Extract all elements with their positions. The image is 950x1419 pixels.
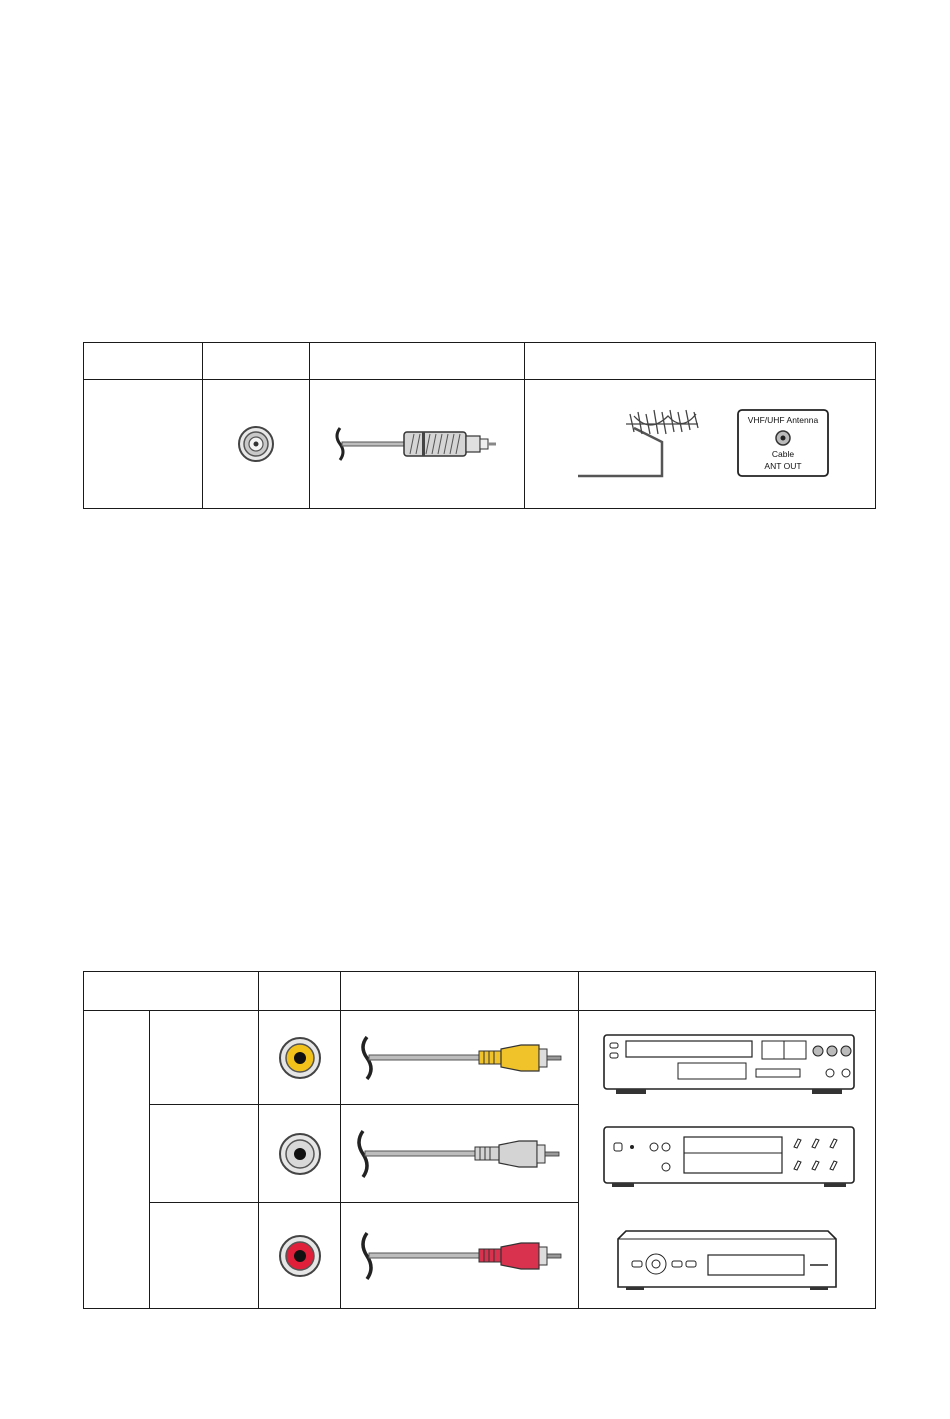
header-cell — [84, 972, 259, 1011]
label-cell — [149, 1011, 259, 1105]
header-cell — [259, 972, 341, 1011]
group-label-cell — [84, 1011, 150, 1309]
dvd-player-icon — [604, 1127, 854, 1187]
set-top-box-icon — [618, 1231, 836, 1290]
cable-cell — [341, 1011, 579, 1105]
jack-cell — [202, 380, 310, 509]
table-row — [84, 380, 876, 509]
device-cell — [579, 1011, 876, 1309]
label-cell — [84, 380, 203, 509]
audio-left-jack-icon — [277, 1131, 323, 1177]
jack-cell — [259, 1203, 341, 1309]
table-header-row — [84, 343, 876, 380]
jack-cell — [259, 1105, 341, 1203]
cable-cell — [341, 1203, 579, 1309]
outlet-line2: Cable — [771, 449, 795, 459]
device-cell — [525, 380, 876, 509]
av-connection-table — [83, 971, 876, 1309]
antenna-connection-table — [83, 342, 876, 509]
header-cell — [525, 343, 876, 380]
label-cell — [149, 1105, 259, 1203]
video-rca-cable-icon — [353, 1033, 567, 1083]
cable-cell — [310, 380, 525, 509]
outlet-line3: ANT OUT — [764, 461, 802, 471]
header-cell — [579, 972, 876, 1011]
coax-cable-icon — [330, 424, 505, 464]
label-cell — [149, 1203, 259, 1309]
outlet-line1: VHF/UHF Antenna — [747, 415, 819, 425]
header-cell — [341, 972, 579, 1011]
rf-coax-jack-icon — [234, 422, 278, 466]
header-cell — [202, 343, 310, 380]
cable-cell — [341, 1105, 579, 1203]
audio-right-rca-cable-icon — [353, 1229, 567, 1283]
table-header-row — [84, 972, 876, 1011]
vcr-icon — [604, 1035, 854, 1094]
table-row — [84, 1011, 876, 1105]
header-cell — [310, 343, 525, 380]
audio-right-jack-icon — [277, 1233, 323, 1279]
video-jack-icon — [277, 1035, 323, 1081]
audio-left-rca-cable-icon — [353, 1127, 567, 1181]
antenna-device-icon — [550, 404, 850, 484]
header-cell — [84, 343, 203, 380]
jack-cell — [259, 1011, 341, 1105]
av-devices-icon — [596, 1025, 858, 1295]
